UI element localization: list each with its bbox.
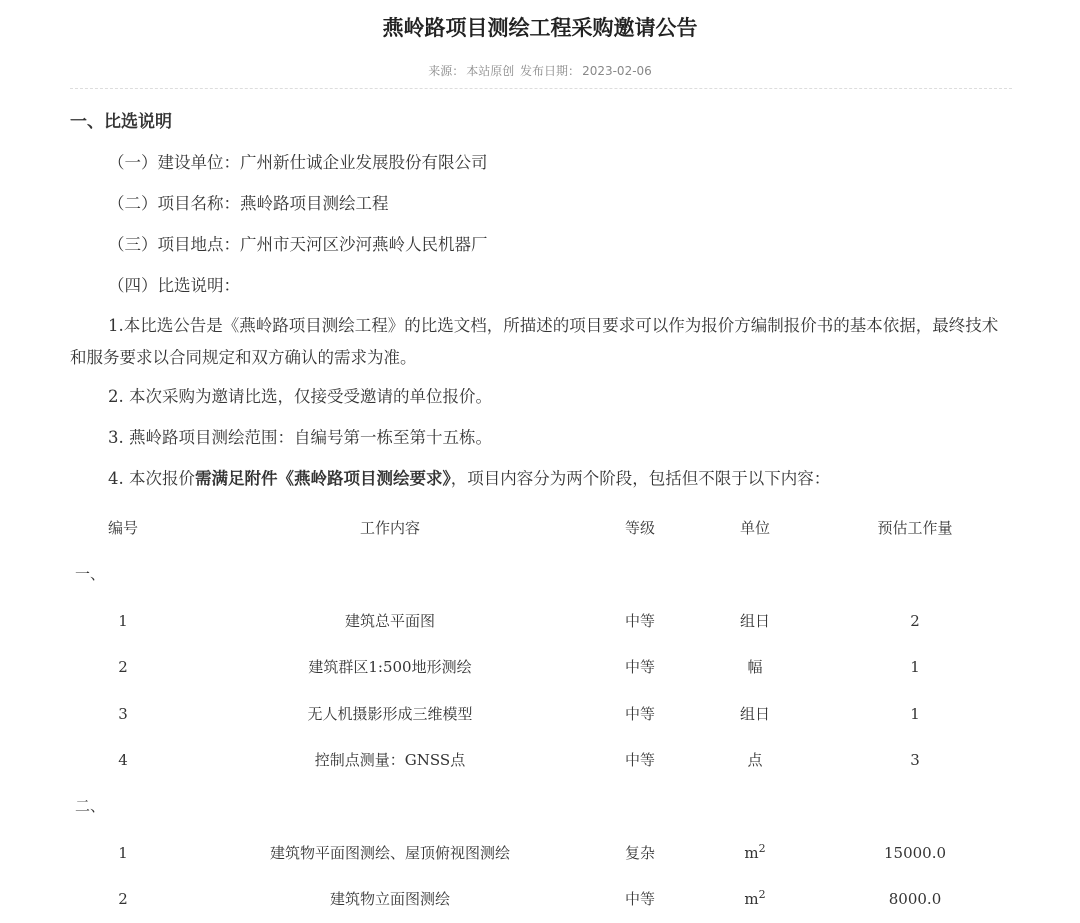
unit-base: m [744,890,759,909]
cell-unit [710,876,800,922]
work-table [70,505,1012,923]
section-label: 二、 [75,797,106,816]
paragraph-2: 2. 本次采购为邀请比选，仅接受受邀请的单位报价。 [108,387,492,406]
cell-unit: 组日 [739,611,770,630]
table-row [70,737,1012,783]
paragraph-4-prefix: 4. 本次报价 [108,469,195,488]
cell-no: 4 [118,750,128,769]
paragraph-1: 1.本比选公告是《燕岭路项目测绘工程》的比选文档，所描述的项目要求可以作为报价方编制报价书的基本依据，最终技术和服务要求以合同规定和双方确认的需求为准。 [70,316,999,367]
cell-content: 控制点测量：GNSS点 [314,750,466,769]
cell-grade: 中等 [624,704,655,723]
table-section-row [70,551,1012,597]
cell-no: 1 [118,611,128,630]
item-project-location: （三）项目地点：广州市天河区沙河燕岭人民机器厂 [108,235,488,254]
date-value: 2023-02-06 [582,64,652,78]
paragraph-3: 3. 燕岭路项目测绘范围：自编号第一栋至第十五栋。 [108,428,492,447]
article-body [70,105,1012,503]
header-no: 编号 [107,519,138,537]
header-unit: 单位 [739,519,770,537]
table-row [70,598,1012,644]
table-row [70,876,1012,922]
cell-grade: 中等 [624,750,655,769]
source-value: 本站原创 [466,64,515,78]
cell-qty: 2 [910,611,920,630]
item-builder: （一）建设单位：广州新仕诚企业发展股份有限公司 [108,153,488,172]
cell-unit: 点 [747,750,763,769]
header-qty: 预估工作量 [877,519,953,537]
article-title: 燕岭路项目测绘工程采购邀请公告 [382,16,698,40]
table-section-row [70,783,1012,829]
date-label: 发布日期： [520,64,581,78]
item-project-name: （二）项目名称：燕岭路项目测绘工程 [108,194,389,213]
table-header-row [70,505,1012,551]
cell-content: 建筑群区1:500地形测绘 [308,658,472,677]
cell-qty: 3 [910,750,920,769]
table-row [70,830,1012,876]
unit-exponent: 2 [758,841,766,855]
title-divider [70,88,1012,89]
cell-qty: 8000.0 [888,890,942,909]
cell-qty: 1 [910,704,920,723]
source-label: 来源： [428,64,465,78]
item-selection-note: （四）比选说明： [108,276,240,295]
cell-qty: 1 [910,658,920,677]
table-row [70,691,1012,737]
unit-exponent: 2 [758,888,766,902]
cell-grade: 中等 [624,658,655,677]
header-grade: 等级 [624,519,655,537]
cell-unit: 幅 [747,658,763,677]
cell-grade: 中等 [624,611,655,630]
unit-base: m [744,843,759,862]
cell-no: 2 [118,658,128,677]
article-meta [0,62,1080,79]
cell-content: 建筑总平面图 [344,611,435,630]
paragraph-4-suffix: ，项目内容分为两个阶段，包括但不限于以下内容： [450,469,831,488]
section-label: 一、 [75,565,106,584]
cell-grade: 复杂 [624,843,655,862]
section-heading: 一、比选说明 [70,112,172,132]
paragraph-4 [70,462,1012,503]
cell-qty: 15000.0 [883,843,947,862]
cell-no: 2 [118,890,128,909]
header-content: 工作内容 [359,519,420,537]
paragraph-4-bold: 需满足附件《燕岭路项目测绘要求》 [195,469,451,488]
cell-no: 1 [118,843,128,862]
cell-content: 无人机摄影形成三维模型 [307,704,473,723]
cell-unit [710,830,800,876]
cell-grade: 中等 [624,890,655,909]
cell-content: 建筑物立面图测绘 [329,890,450,909]
table-row [70,644,1012,690]
cell-no: 3 [118,704,128,723]
cell-unit: 组日 [739,704,770,723]
cell-content: 建筑物平面图测绘、屋顶俯视图测绘 [269,843,510,862]
